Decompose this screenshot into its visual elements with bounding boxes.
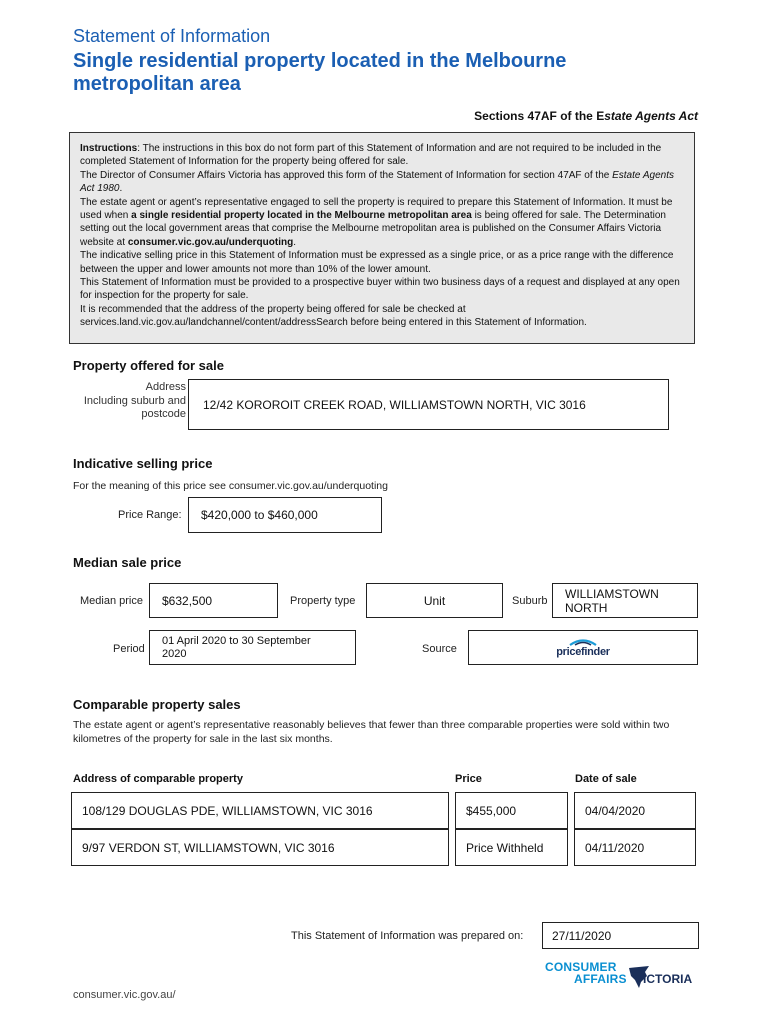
comparable-row-1-date-value: 04/04/2020: [585, 803, 646, 818]
suburb-field[interactable]: [552, 583, 698, 618]
logo-text-consumer: CONSUMER: [545, 960, 617, 974]
comparable-row-1-address-value: 108/129 DOUGLAS PDE, WILLIAMSTOWN, VIC 3016: [82, 803, 373, 818]
property-type-value: Unit: [423, 593, 446, 608]
suburb-value: [565, 587, 659, 615]
median-price-value: $632,500: [162, 593, 213, 608]
instructions-paragraph-1: [80, 142, 684, 169]
address-value: 12/42 KOROROIT CREEK ROAD, WILLIAMSTOWN NORTH, VIC 3016: [203, 397, 586, 412]
property-heading: Property offered for sale: [73, 358, 224, 373]
consumer-affairs-victoria-logo: [543, 960, 703, 996]
source-label: Source: [422, 643, 457, 655]
comparable-row-2-price[interactable]: [455, 829, 568, 866]
address-label: [60, 381, 186, 422]
period-label: Period: [113, 643, 145, 655]
instructions-text-3a: The estate agent or agent’s representative engaged to sell the property is required to prepare this Statement of Information. It must be used when: [80, 196, 673, 222]
property-type-label: Property type: [290, 595, 356, 607]
prepared-date-field[interactable]: [542, 922, 699, 949]
instructions-box: [69, 132, 695, 344]
logo-text-affairs: AFFAIRS: [574, 972, 627, 986]
instructions-paragraph-6: It is recommended that the address of the property being offered for sale be checked at services.land.vic.gov.au/landchannel/content/addressSearch before being entered in this Statement of Information.: [80, 303, 587, 329]
period-value: [162, 635, 311, 661]
suburb-value-line1: WILLIAMSTOWN: [565, 586, 659, 601]
address-label-line1: Address: [145, 381, 186, 393]
price-range-field[interactable]: [188, 497, 382, 533]
instructions-act-name: Estate Agents Act 1980: [80, 169, 674, 195]
comparable-row-1-address[interactable]: [71, 792, 449, 829]
instructions-paragraph-3: [80, 196, 684, 250]
column-header-address: Address of comparable property: [73, 773, 243, 785]
comparable-row-2-price-value: Price Withheld: [466, 840, 544, 855]
period-field[interactable]: [149, 630, 356, 665]
address-field[interactable]: [188, 379, 669, 430]
underquoting-link[interactable]: consumer.vic.gov.au/underquoting: [127, 236, 294, 248]
price-range-label: Price Range:: [118, 509, 182, 521]
median-price-field[interactable]: [149, 583, 278, 618]
footer-url[interactable]: consumer.vic.gov.au/: [73, 989, 176, 1001]
price-range-value: $420,000 to $460,000: [201, 508, 318, 522]
comparable-heading: Comparable property sales: [73, 697, 241, 712]
comparable-note: The estate agent or agent’s representative reasonably believes that fewer than three comparable properties were sold within two kilometres of the property for sale in the last six months.: [73, 719, 670, 745]
median-heading: Median sale price: [73, 555, 182, 570]
instructions-text-2a: The Director of Consumer Affairs Victoria has approved this form of the Statement of Information for section 47AF of the: [80, 169, 613, 181]
address-label-line3: postcode: [141, 408, 186, 420]
instructions-text-2b: .: [119, 183, 123, 195]
instructions-text-3c: .: [293, 236, 296, 248]
indicative-note: For the meaning of this price see consumer.vic.gov.au/underquoting: [73, 480, 388, 492]
property-type-field[interactable]: [366, 583, 503, 618]
comparable-row-1-price-value: $455,000: [466, 803, 517, 818]
comparable-row-2-address-value: 9/97 VERDON ST, WILLIAMSTOWN, VIC 3016: [82, 840, 335, 855]
logo-text-victoria: VICTORIA: [635, 972, 693, 986]
instructions-text-1: : The instructions in this box do not form part of this Statement of Information and are not required to be included in the completed Statement of Information for the property being offered for sale.: [80, 143, 662, 168]
column-header-date: Date of sale: [575, 773, 637, 785]
instructions-label: Instructions: [80, 143, 138, 154]
sections-prefix: Sections 47AF of the E: [474, 109, 605, 123]
document-subtitle: Single residential property located in the Melbourne metropolitan area: [73, 50, 567, 95]
document-title: Statement of Information: [73, 26, 271, 46]
pricefinder-logo: [556, 638, 610, 658]
instructions-paragraph-5: This Statement of Information must be provided to a prospective buyer within two business days of a request and displayed at any open for inspection for the property for sale.: [80, 277, 680, 302]
prepared-date-value: 27/11/2020: [552, 928, 612, 943]
comparable-row-2-date[interactable]: [574, 829, 696, 866]
suburb-label: Suburb: [512, 595, 548, 607]
indicative-heading: Indicative selling price: [73, 456, 213, 471]
instructions-bold-text: a single residential property located in the Melbourne metropolitan area: [131, 210, 472, 222]
address-label-line2: Including suburb and: [83, 394, 186, 407]
pricefinder-arc-icon: [569, 638, 597, 646]
comparable-row-2-address[interactable]: [71, 829, 449, 866]
comparable-row-1-price[interactable]: [455, 792, 568, 829]
source-field[interactable]: [468, 630, 698, 665]
pricefinder-logo-text: pricefinder: [556, 645, 610, 658]
median-price-label: Median price: [80, 595, 143, 607]
comparable-row-1-date[interactable]: [574, 792, 696, 829]
suburb-value-line2: NORTH: [565, 600, 608, 615]
instructions-paragraph-4: The indicative selling price in this Statement of Information must be expressed as a single price, or as a price range with the difference between the upper and lower amounts not more than 10% of the lower amount.: [80, 250, 674, 275]
prepared-on-label: This Statement of Information was prepared on:: [291, 930, 524, 942]
period-value-line2: 2020: [162, 647, 187, 660]
sections-reference: [474, 109, 698, 123]
instructions-text-3b: is being offered for sale. The Determination setting out the local government areas that comprise the Melbourne metropolitan area is published on the Consumer Affairs Victoria website at: [80, 210, 666, 248]
instructions-paragraph-2: [80, 169, 684, 196]
sections-act-name: state Agents Act: [604, 109, 698, 123]
comparable-row-2-date-value: 04/11/2020: [585, 840, 645, 855]
column-header-price: Price: [455, 773, 482, 785]
period-value-line1: 01 April 2020 to 30 September: [162, 634, 311, 647]
